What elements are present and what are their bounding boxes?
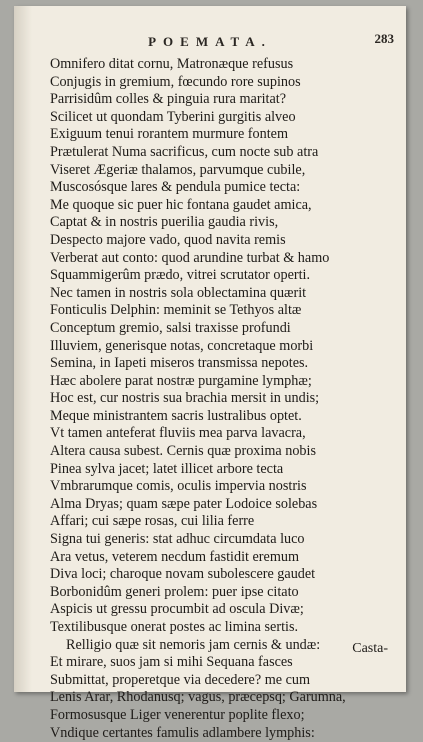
poem-line: Despecto majore vado, quod navita remis — [50, 231, 286, 248]
poem-line: Hoc est, cur nostris sua brachia mersit in undis; — [50, 390, 320, 407]
poem-line: Parrisidûm colles & pinguia rura maritat? — [50, 91, 286, 108]
poem-line: Lenis Arar, Rhodanusq; vagus, præcepsq; Garumna, — [50, 689, 346, 706]
poem-line: Me quoque sic puer hic fontana gaudet amica, — [50, 196, 312, 213]
poem-line: Affari; cui sæpe rosas, cui lilia ferre — [50, 513, 255, 530]
poem-line: Muscosósque lares & pendula pumice tecta: — [50, 179, 301, 196]
book-page — [14, 6, 406, 741]
poem-line: Signa tui generis: stat adhuc circumdata luco — [50, 531, 305, 548]
poem-line: Diva loci; charoque novam subolescere gaudet — [50, 566, 316, 583]
poem-line: Illuviem, generisque notas, concretaque morbi — [50, 337, 314, 354]
poem-line: Viseret Ægeriæ thalamos, parvumque cubile, — [50, 161, 306, 178]
poem-line: Verberat aut conto: quod arundine turbat & hamo — [50, 249, 330, 266]
poem-line: Formosusque Liger venerentur poplite flexo; — [50, 706, 305, 723]
page-header — [14, 31, 406, 50]
poem-line: Conjugis in gremium, fœcundo rore supinos — [50, 73, 301, 90]
poem-line: Alma Dryas; quam sæpe pater Lodoice solebas — [50, 495, 318, 512]
poem-line: Ara vetus, veterem necdum fastidit eremum — [50, 548, 299, 565]
poem-line: Prætulerat Numa sacrificus, cum nocte sub atra — [50, 143, 319, 160]
poem-line: Captat & in nostris puerilia gaudia rivis, — [50, 214, 279, 231]
page-number: 283 — [374, 31, 394, 46]
poem-line: Borbonidûm generi prolem: puer ipse citato — [50, 583, 299, 600]
poem-line: Vndique certantes famulis adlambere lymphis: — [50, 724, 315, 741]
catchword: Casta- — [352, 641, 388, 656]
poem-line: Omnifero ditat cornu, Matronæque refusus — [50, 56, 294, 72]
poem-body — [50, 56, 400, 742]
poem-line: Scilicet ut quondam Tyberini gurgitis alveo — [50, 108, 296, 125]
poem-line: Nec tamen in nostris sola oblectamina quærit — [50, 284, 307, 301]
poem-line: Exiguum tenui rorantem murmure fontem — [50, 126, 288, 143]
poem-line: Hæc abolere parat nostræ purgamine lymphæ; — [50, 372, 312, 389]
poem-line: Aspicis ut gressu procumbit ad oscula Divæ; — [50, 601, 304, 618]
poem-line: Meque ministrantem sacris lustralibus optet. — [50, 407, 302, 424]
poem-line: Textilibusque onerat postes ac limina sertis. — [50, 619, 299, 635]
poem-line: Vmbrarumque comis, oculis impervia nostris — [50, 478, 307, 495]
gutter-shadow — [14, 6, 32, 692]
running-title: POEMATA. — [148, 34, 272, 49]
poem-line: Altera causa subest. Cernis quæ proxima nobis — [50, 443, 316, 460]
poem-line: Squammigerûm prædo, vitrei scrutator operti. — [50, 267, 311, 284]
poem-line: Vt tamen anteferat fluviis mea parva lavacra, — [50, 425, 306, 442]
poem-line: Submittat, properetque via decedere? me cum — [50, 671, 310, 688]
poem-line: Conceptum gremio, salsi traxisse profundi — [50, 319, 291, 336]
poem-line: Relligio quæ sit nemoris jam cernis & undæ: — [66, 636, 321, 653]
poem-line: Et mirare, suos jam si mihi Sequana fasces — [50, 654, 293, 671]
poem-line: Pinea sylva jacet; latet illicet arbore tecta — [50, 460, 284, 477]
poem-line: Fonticulis Delphin: meminit se Tethyos altæ — [50, 302, 302, 319]
poem-line: Semina, in Iapeti miseros transmissa nepotes. — [50, 355, 309, 372]
